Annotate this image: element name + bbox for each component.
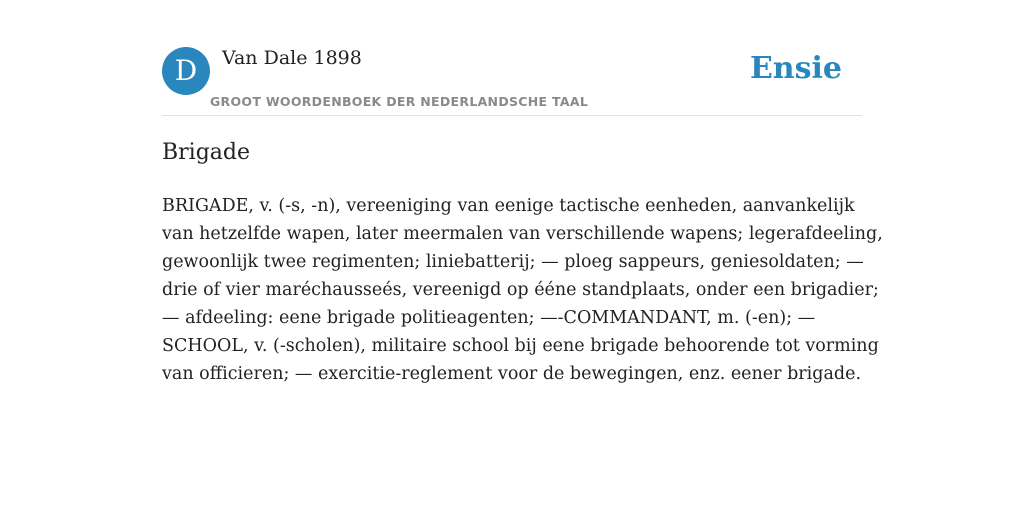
header-divider xyxy=(162,115,862,116)
definition-line: drie of vier maréchausseés, vereenigd op ééne standplaats, onder een brigadier; xyxy=(162,280,879,300)
definition-line: gewoonlijk twee regimenten; liniebatterij; — ploeg sappeurs, geniesoldaten; — xyxy=(162,252,864,272)
definition-line: BRIGADE, v. (-s, -n), vereeniging van eenige tactische eenheden, aanvankelijk xyxy=(162,196,855,216)
source-logo[interactable]: D xyxy=(162,47,210,95)
definition-line: van hetzelfde wapen, later meermalen van verschillende wapens; legerafdeeling, xyxy=(162,224,883,244)
entry-definition xyxy=(162,192,883,388)
source-title[interactable]: Van Dale 1898 xyxy=(222,47,362,69)
definition-line: SCHOOL, v. (-scholen), militaire school bij eene brigade behoorende tot vorming xyxy=(162,336,879,356)
dictionary-header xyxy=(162,46,862,116)
source-subtitle: GROOT WOORDENBOEK DER NEDERLANDSCHE TAAL xyxy=(210,94,589,109)
definition-line: — afdeeling: eene brigade politieagenten; —-COMMANDANT, m. (-en); — xyxy=(162,308,816,328)
definition-line: van officieren; — exercitie-reglement voor de bewegingen, enz. eener brigade. xyxy=(162,364,862,384)
brand-logo[interactable]: Ensie xyxy=(749,51,842,86)
entry-title: Brigade xyxy=(162,140,251,165)
